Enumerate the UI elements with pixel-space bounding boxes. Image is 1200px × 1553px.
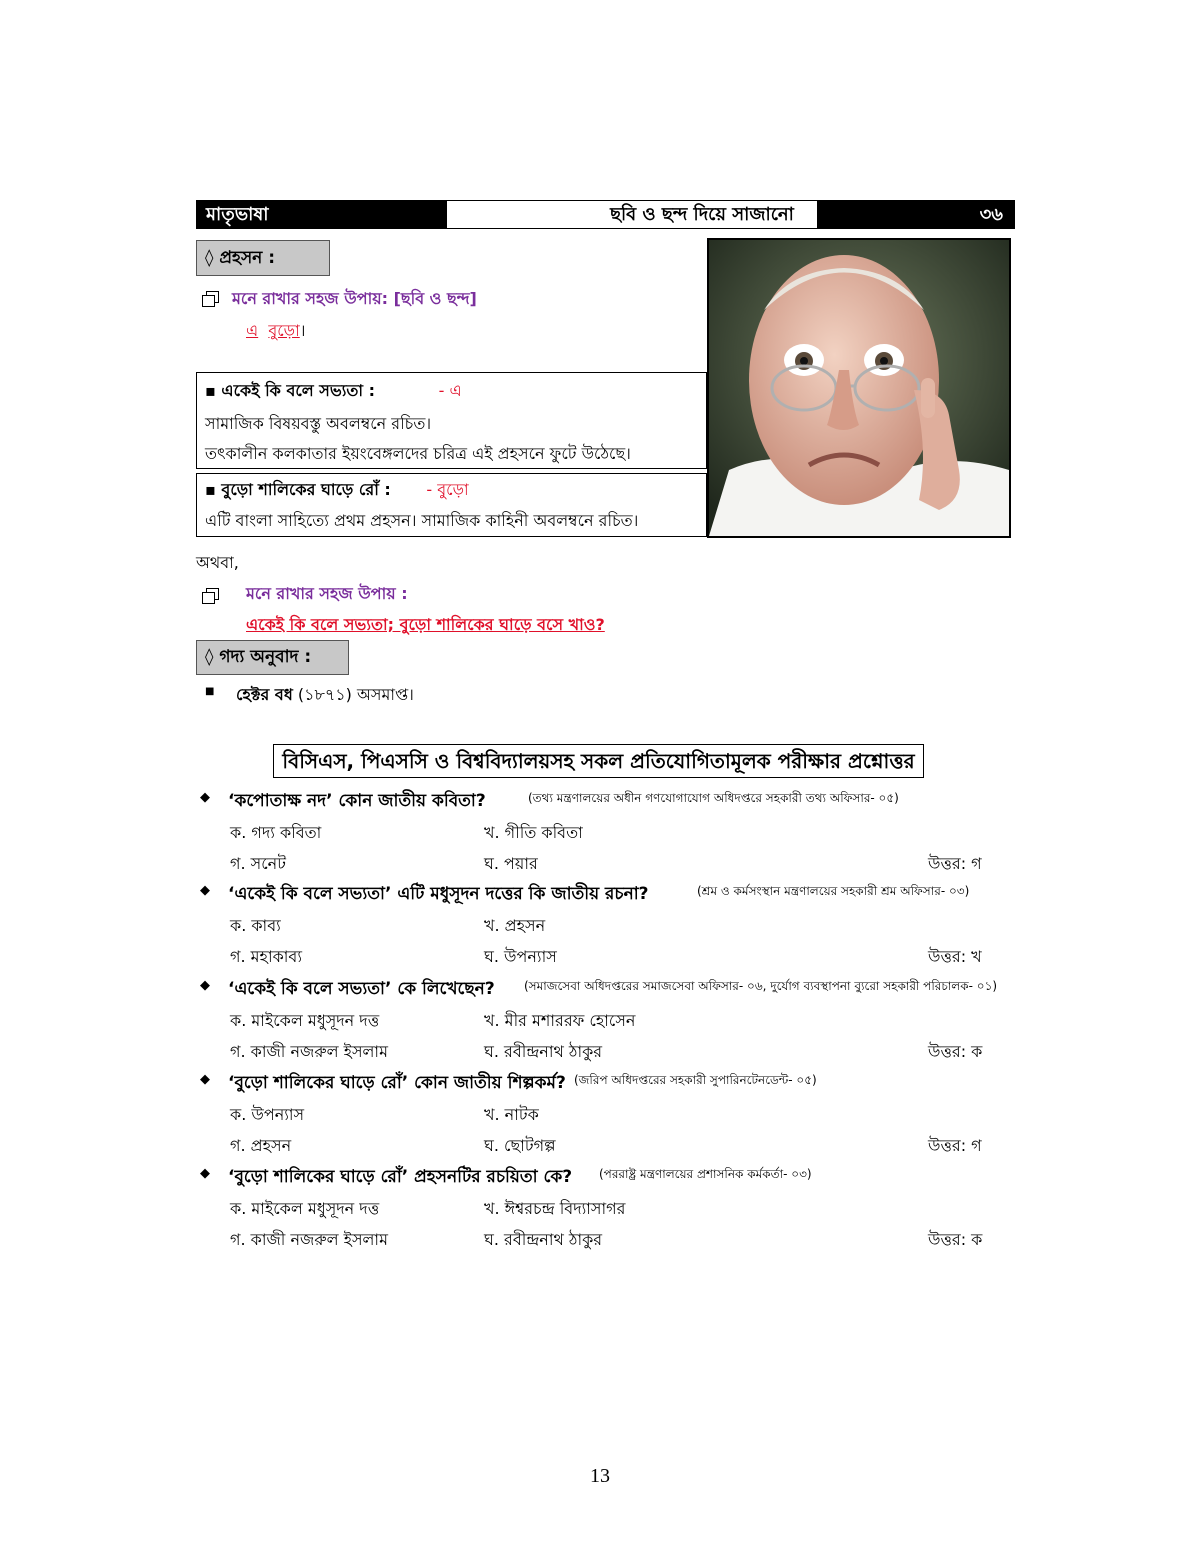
info-box-tag: - বুড়ো — [426, 480, 469, 499]
question-source: (পররাষ্ট্র মন্ত্রণালয়ের প্রশাসনিক কর্মকর্তা- ০৩) — [599, 1167, 812, 1181]
old-man-photo — [707, 238, 1011, 538]
answer: উত্তর: ক — [928, 1230, 983, 1249]
answer: উত্তর: ক — [928, 1042, 983, 1061]
option-gha: ঘ. উপন্যাস — [484, 947, 557, 966]
option-gha: ঘ. ছোটগল্প — [484, 1136, 556, 1155]
note-icon — [206, 291, 219, 303]
question-text: ‘কপোতাক্ষ নদ’ কোন জাতীয় কবিতা? — [228, 791, 486, 811]
option-ga: গ. সনেট — [230, 854, 286, 873]
option-ka: ক. কাব্য — [230, 916, 281, 935]
option-gha: ঘ. রবীন্দ্রনাথ ঠাকুর — [484, 1042, 603, 1061]
info-box-title: ▪ বুড়ো শালিকের ঘাড়ে রোঁ : — [205, 480, 391, 499]
tip-mnemonic — [246, 318, 305, 345]
question-text: ‘একেই কি বলে সভ্যতা’ এটি মধুসূদন দত্তের কি জাতীয় রচনা? — [228, 884, 649, 904]
option-ga: গ. কাজী নজরুল ইসলাম — [230, 1042, 388, 1061]
diamond-bullet-icon: ◆ — [200, 790, 210, 805]
option-kha: খ. ঈশ্বরচন্দ্র বিদ্যাসাগর — [484, 1199, 626, 1218]
option-ka: ক. মাইকেল মধুসূদন দত্ত — [230, 1011, 380, 1030]
answer: উত্তর: গ — [928, 854, 982, 873]
question-text: ‘বুড়ো শালিকের ঘাড়ে রোঁ’ কোন জাতীয় শিল্পকর্ম? — [228, 1073, 566, 1093]
tip2-mnemonic: একেই কি বলে সভ্যতা; বুড়ো শালিকের ঘাড়ে বসে খাও? — [246, 615, 605, 634]
diamond-bullet-icon: ◆ — [200, 883, 210, 898]
option-kha: খ. মীর মশাররফ হোসেন — [484, 1011, 636, 1030]
option-gha: ঘ. পয়ার — [484, 854, 538, 873]
tip2-label: মনে রাখার সহজ উপায় : — [246, 584, 408, 603]
diamond-bullet-icon: ◆ — [200, 978, 210, 993]
bullet-text — [236, 682, 414, 709]
option-ga: গ. কাজী নজরুল ইসলাম — [230, 1230, 388, 1249]
option-kha: খ. গীতি কবিতা — [484, 823, 583, 842]
info-box-title-row — [197, 474, 706, 506]
diamond-bullet-icon: ◆ — [200, 1166, 210, 1181]
info-box-line: সামাজিক বিষয়বস্তু অবলম্বনে রচিত। — [205, 414, 432, 433]
option-ga: গ. মহাকাব্য — [230, 947, 302, 966]
section-tag-godyo-anubad: ◊ গদ্য অনুবাদ : — [196, 640, 349, 675]
or-text: অথবা, — [196, 553, 239, 572]
header-number: ৩৬ — [818, 200, 1015, 229]
info-box-line: তৎকালীন কলকাতার ইয়ংবেঙ্গলদের চরিত্র এই প্রহসনে ফুটে উঠেছে। — [205, 444, 631, 463]
question-text: ‘বুড়ো শালিকের ঘাড়ে রোঁ’ প্রহসনটির রচয়িতা কে? — [228, 1167, 573, 1187]
page-header — [196, 200, 1015, 229]
tip-label: মনে রাখার সহজ উপায়: [ছবি ও ছন্দ] — [232, 289, 477, 308]
old-man-illustration — [709, 240, 1009, 536]
bullet-square: ■ — [205, 686, 215, 697]
info-box-tag: - এ — [438, 381, 462, 400]
question-text: ‘একেই কি বলে সভ্যতা’ কে লিখেছেন? — [228, 979, 495, 999]
option-gha: ঘ. রবীন্দ্রনাথ ঠাকুর — [484, 1230, 603, 1249]
note-icon — [206, 588, 219, 600]
info-box-ekei-ki-bole-sobhyota — [196, 372, 707, 469]
answer: উত্তর: খ — [928, 947, 982, 966]
info-box-title-row — [197, 373, 706, 409]
info-box-buro-shaliker — [196, 473, 707, 537]
bullet-rest: (১৮৭১) অসমাপ্ত। — [297, 685, 414, 704]
option-ka: ক. গদ্য কবিতা — [230, 823, 322, 842]
option-ka: ক. উপন্যাস — [230, 1105, 305, 1124]
quiz-title: বিসিএস, পিএসসি ও বিশ্ববিদ্যালয়সহ সকল প্রতিযোগিতামূলক পরীক্ষার প্রশ্নোত্তর — [273, 744, 924, 778]
option-kha: খ. প্রহসন — [484, 916, 546, 935]
option-ga: গ. প্রহসন — [230, 1136, 292, 1155]
question-source: (শ্রম ও কর্মসংস্থান মন্ত্রণালয়ের সহকারী শ্রম অফিসার- ০৩) — [697, 884, 970, 898]
question-source: (তথ্য মন্ত্রণালয়ের অধীন গণযোগাযোগ অধিদপ্তরে সহকারী তথ্য অফিসার- ০৫) — [528, 791, 899, 805]
question-source: (জরিপ অধিদপ্তরের সহকারী সুপারিনটেনডেন্ট- ০৫) — [574, 1073, 817, 1087]
info-box-line: এটি বাংলা সাহিত্যে প্রথম প্রহসন। সামাজিক কাহিনী অবলম্বনে রচিত। — [205, 511, 639, 530]
diamond-bullet-icon: ◆ — [200, 1072, 210, 1087]
header-subject: মাতৃভাষা — [196, 200, 446, 229]
header-topic: ছবি ও ছন্দ দিয়ে সাজানো — [446, 200, 818, 229]
tip-mnemonic-end: । — [299, 321, 306, 340]
info-box-title: ▪ একেই কি বলে সভ্যতা : — [205, 381, 376, 400]
bullet-bold: হেক্টর বধ — [236, 685, 293, 704]
answer: উত্তর: গ — [928, 1136, 982, 1155]
page-number: 13 — [590, 1465, 610, 1487]
tip-mnemonic-b: বুড়ো — [268, 321, 300, 340]
option-ka: ক. মাইকেল মধুসূদন দত্ত — [230, 1199, 380, 1218]
option-kha: খ. নাটক — [484, 1105, 539, 1124]
section-tag-prohoson: ◊ প্রহসন : — [196, 240, 330, 276]
question-source: (সমাজসেবা অধিদপ্তরের সমাজসেবা অফিসার- ০৬, দুর্যোগ ব্যবস্থাপনা ব্যুরো সহকারী পরিচালক- ০১) — [524, 979, 998, 993]
tip-mnemonic-a: এ — [246, 321, 259, 340]
